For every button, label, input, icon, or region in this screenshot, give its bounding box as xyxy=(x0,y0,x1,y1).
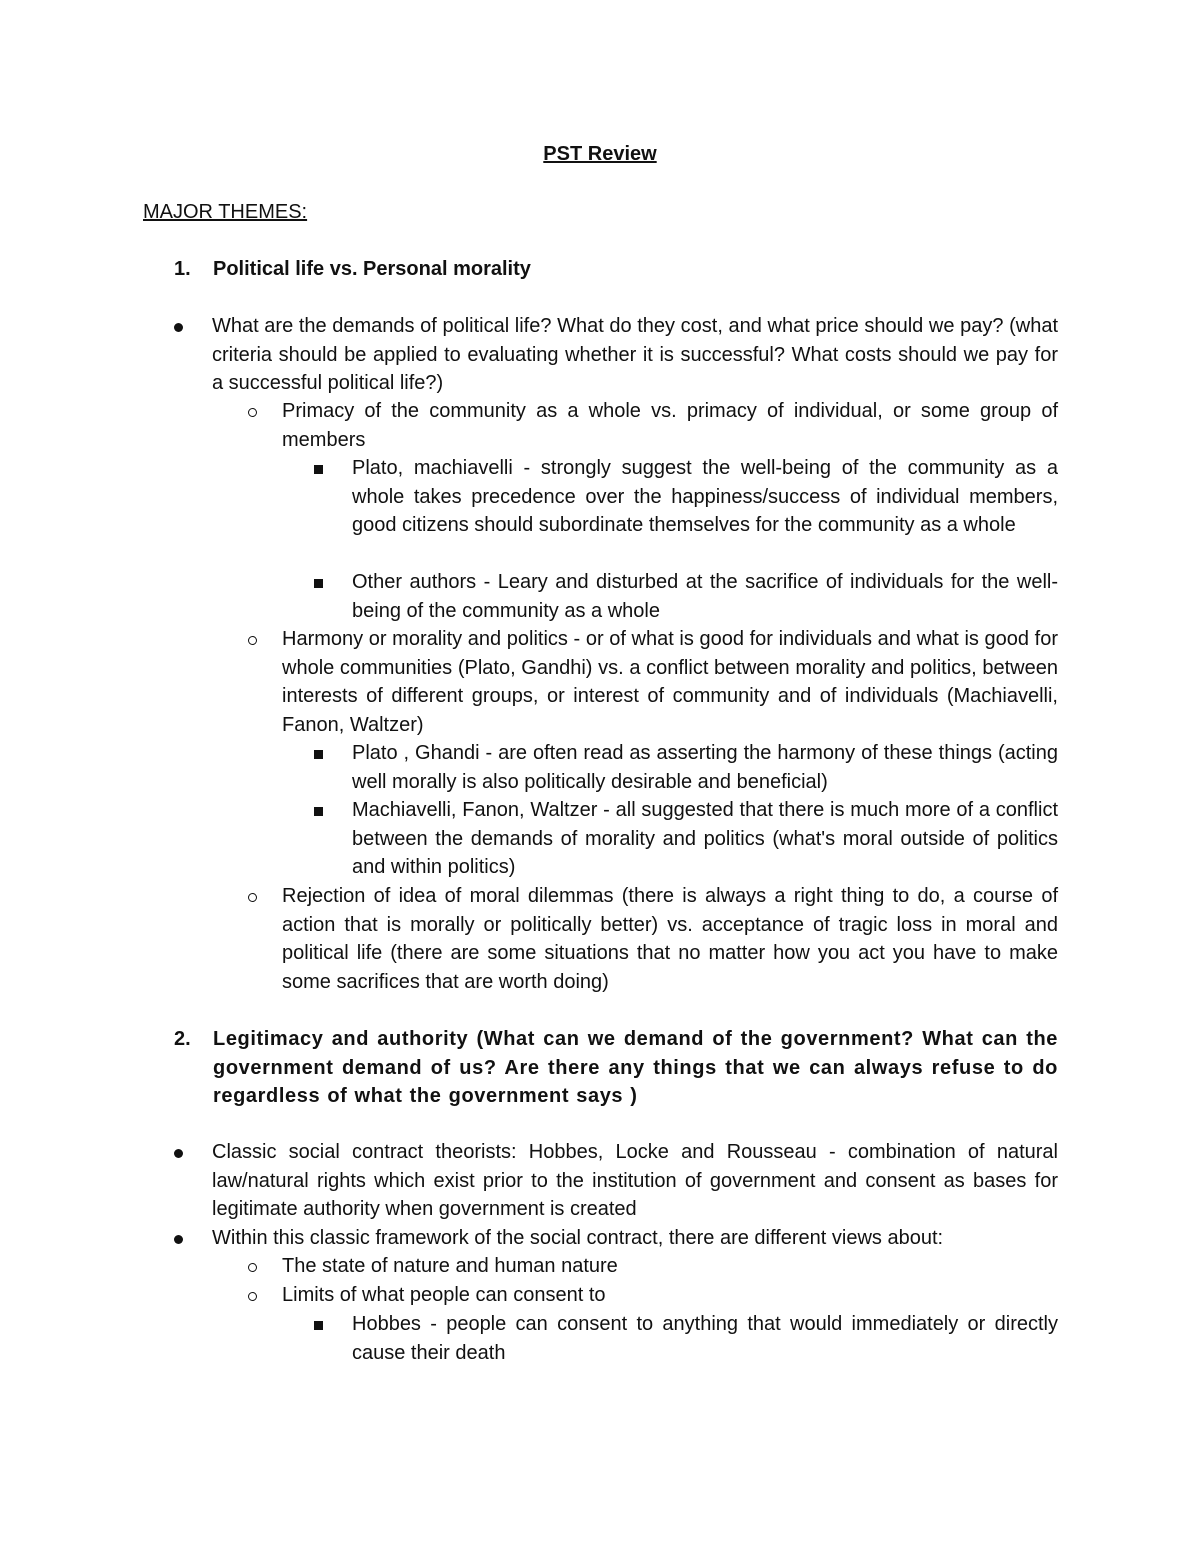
list-item xyxy=(352,739,1058,796)
list-item xyxy=(352,454,1058,540)
list-item xyxy=(282,625,1058,739)
bullet-square-icon xyxy=(314,739,330,768)
bullet-text: Other authors - Leary and disturbed at the sacrifice of individuals for the well-being of the community as a whole xyxy=(352,571,1058,622)
bullet-text: Hobbes - people can consent to anything that would immediately or directly cause their death xyxy=(352,1313,1058,1364)
bullet-ring-icon xyxy=(248,397,262,426)
section-1-number: 1. xyxy=(174,258,191,280)
bullet-ring-icon xyxy=(248,1281,262,1310)
list-item xyxy=(212,312,1058,398)
document-title: PST Review xyxy=(543,143,657,165)
bullet-text: Limits of what people can consent to xyxy=(282,1284,606,1306)
section-2-heading xyxy=(174,1025,1058,1111)
major-themes-heading: MAJOR THEMES: xyxy=(143,201,308,223)
section-1-heading-text: Political life vs. Personal morality xyxy=(213,258,531,280)
list-item xyxy=(212,1224,1058,1253)
bullet-ring-icon xyxy=(248,625,262,654)
bullet-dot-icon xyxy=(174,1138,188,1167)
list-item xyxy=(282,882,1058,996)
list-item xyxy=(352,1310,1058,1367)
bullet-ring-icon xyxy=(248,1252,262,1281)
list-item xyxy=(282,1252,1058,1281)
bullet-text: The state of nature and human nature xyxy=(282,1255,618,1277)
list-item xyxy=(352,568,1058,625)
section-2-heading-text: Legitimacy and authority (What can we demand of the government? What can the government demand of us? Are there any things that we can always refuse to do regardless of what the government says ) xyxy=(213,1028,1058,1107)
bullet-square-icon xyxy=(314,1310,330,1339)
list-item xyxy=(282,1281,1058,1310)
bullet-text: Classic social contract theorists: Hobbes, Locke and Rousseau - combination of natural law/natural rights which exist prior to the institution of government and consent as bases for legitimate authority when government is created xyxy=(212,1141,1058,1220)
bullet-text: Primacy of the community as a whole vs. primacy of individual, or some group of members xyxy=(282,400,1058,451)
section-1-heading xyxy=(174,255,1058,284)
bullet-square-icon xyxy=(314,796,330,825)
bullet-text: What are the demands of political life? What do they cost, and what price should we pay? (what criteria should be applied to evaluating whether it is successful? What costs should we pay for a successful political life?) xyxy=(212,315,1058,394)
bullet-dot-icon xyxy=(174,1224,188,1253)
bullet-text: Rejection of idea of moral dilemmas (there is always a right thing to do, a course of action that is morally or politically better) vs. acceptance of tragic loss in moral and political life (there are some situations that no matter how you act you have to make some sacrifices that are worth doing) xyxy=(282,885,1058,993)
list-item xyxy=(282,397,1058,454)
bullet-square-icon xyxy=(314,568,330,597)
bullet-text: Machiavelli, Fanon, Waltzer - all suggested that there is much more of a conflict between the demands of morality and politics (what's moral outside of politics and within politics) xyxy=(352,799,1058,878)
bullet-text: Plato, machiavelli - strongly suggest the well-being of the community as a whole takes precedence over the happiness/success of individual members, good citizens should subordinate themselves for the community as a whole xyxy=(352,457,1058,536)
bullet-text: Plato , Ghandi - are often read as asserting the harmony of these things (acting well morally is also politically desirable and beneficial) xyxy=(352,742,1058,793)
bullet-ring-icon xyxy=(248,882,262,911)
list-item xyxy=(212,1138,1058,1224)
bullet-text: Within this classic framework of the social contract, there are different views about: xyxy=(212,1227,944,1249)
bullet-square-icon xyxy=(314,454,330,483)
section-2-number: 2. xyxy=(174,1028,191,1050)
list-item xyxy=(352,796,1058,882)
bullet-text: Harmony or morality and politics - or of what is good for individuals and what is good for whole communities (Plato, Gandhi) vs. a conflict between morality and politics, between interests of different groups, or interest of community and of individuals (Machiavelli, Fanon, Waltzer) xyxy=(282,628,1058,736)
bullet-dot-icon xyxy=(174,312,188,341)
